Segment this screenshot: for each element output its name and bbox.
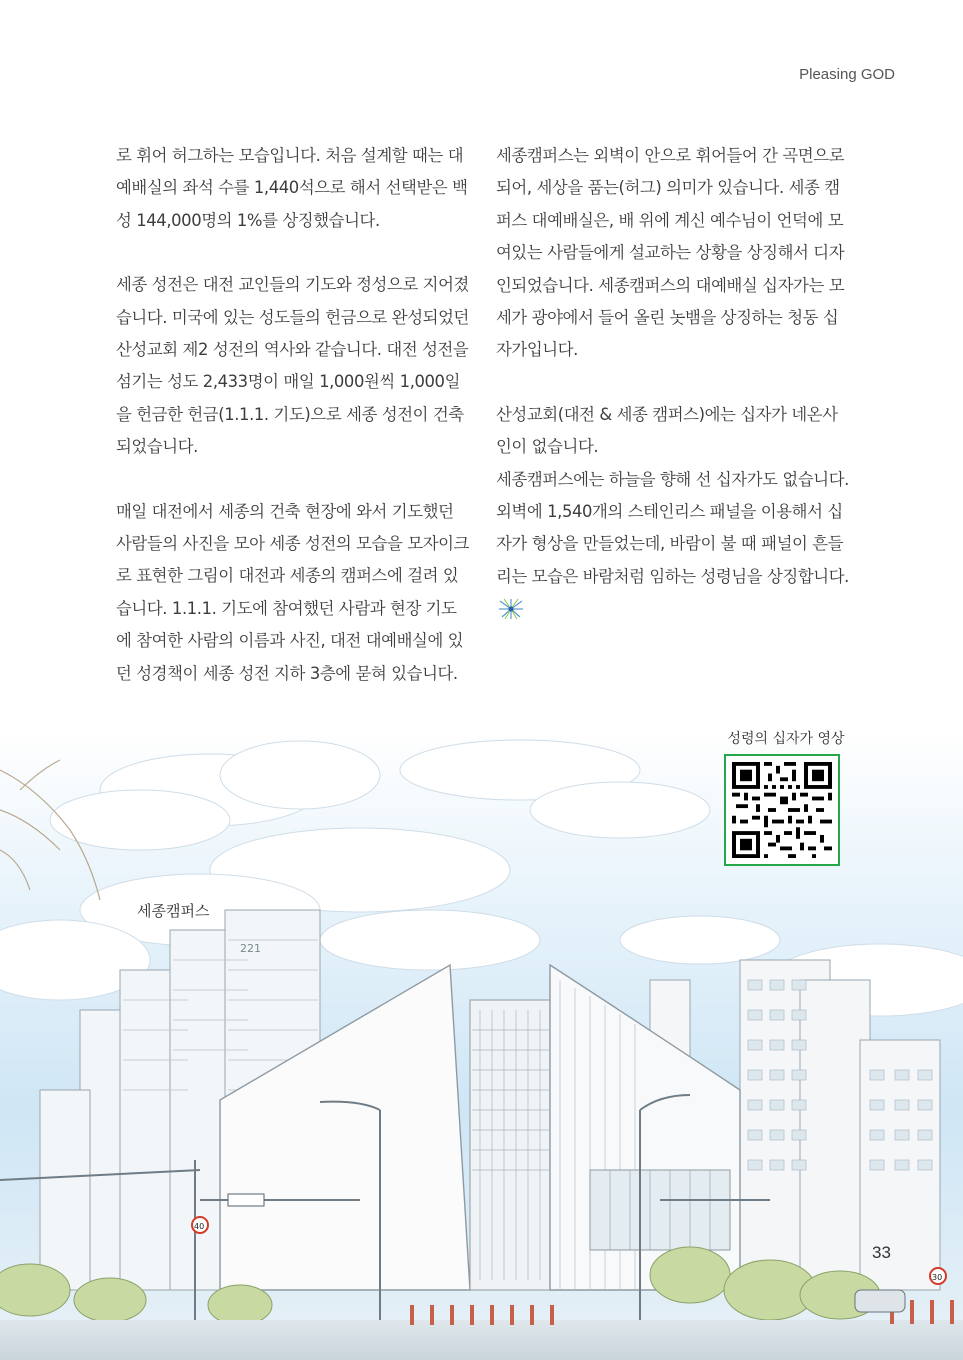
right-paragraph-4 [496,496,849,632]
qr-code-icon [732,762,832,858]
left-paragraph-2: 세종 성전은 대전 교인들의 기도와 정성으로 지어졌습니다. 미국에 있는 성도들의 헌금으로 완성되었던 산성교회 제2 성전의 역사와 같습니다. 대전 성전을 섬기는 성도 2,433명이 매일 1,000원씩 1,000일을 헌금한 헌금(1.1.1. 기도)으로 세종 성전이 건축되었습니다. [116,275,469,457]
qr-code[interactable] [724,754,840,866]
left-paragraph-1: 로 휘어 허그하는 모습입니다. 처음 설계할 때는 대예배실의 좌석 수를 1,440석으로 해서 선택받은 백성 144,000명의 1%를 상징했습니다. [116,146,468,230]
running-header: Pleasing GOD [799,66,895,83]
campus-label: 세종캠퍼스 [137,902,210,920]
qr-caption: 성령의 십자가 영상 [727,731,845,747]
left-paragraph-3: 매일 대전에서 세종의 건축 현장에 와서 기도했던 사람들의 사진을 모아 세종 성전의 모습을 모자이크로 표현한 그림이 대전과 세종의 캠퍼스에 걸려 있습니다. 1.1.1. 기도에 참여했던 사람과 현장 기도에 참여한 사람의 이름과 사진, 대전 대예배실에 있던 성경책이 세종 성전 지하 3층에 묻혀 있습니다. [116,501,469,683]
speed-sign-left-label: 40 [194,1222,205,1231]
right-column [496,140,849,632]
left-column [116,140,469,690]
right-paragraph-2: 산성교회(대전 & 세종 캠퍼스)에는 십자가 네온사인이 없습니다. [496,404,838,457]
right-paragraph-1: 세종캠퍼스는 외벽이 안으로 휘어들어 간 곡면으로 되어, 세상을 품는(허그) 의미가 있습니다. 세종 캠퍼스 대예배실은, 배 위에 계신 예수님이 언덕에 모여있는 사람들에게 설교하는 상황을 상징해서 디자인되었습니다. 세종캠퍼스의 대예배실 십자가는 모세가 광야에서 들어 올린 놋뱀을 상징하는 청동 십자가입니다. [496,146,845,360]
page-number: 33 [872,1243,891,1262]
right-paragraph-3: 세종캠퍼스에는 하늘을 향해 선 십자가도 없습니다. [496,469,849,489]
speed-sign-right-label: 30 [932,1273,943,1282]
dove-icon [498,598,524,631]
building-number: 221 [240,942,261,955]
right-paragraph-4-text: 외벽에 1,540개의 스테인리스 패널을 이용해서 십자가 형상을 만들었는데, 바람이 불 때 패널이 흔들리는 모습은 바람처럼 임하는 성령님을 상징합니다. [496,502,849,586]
